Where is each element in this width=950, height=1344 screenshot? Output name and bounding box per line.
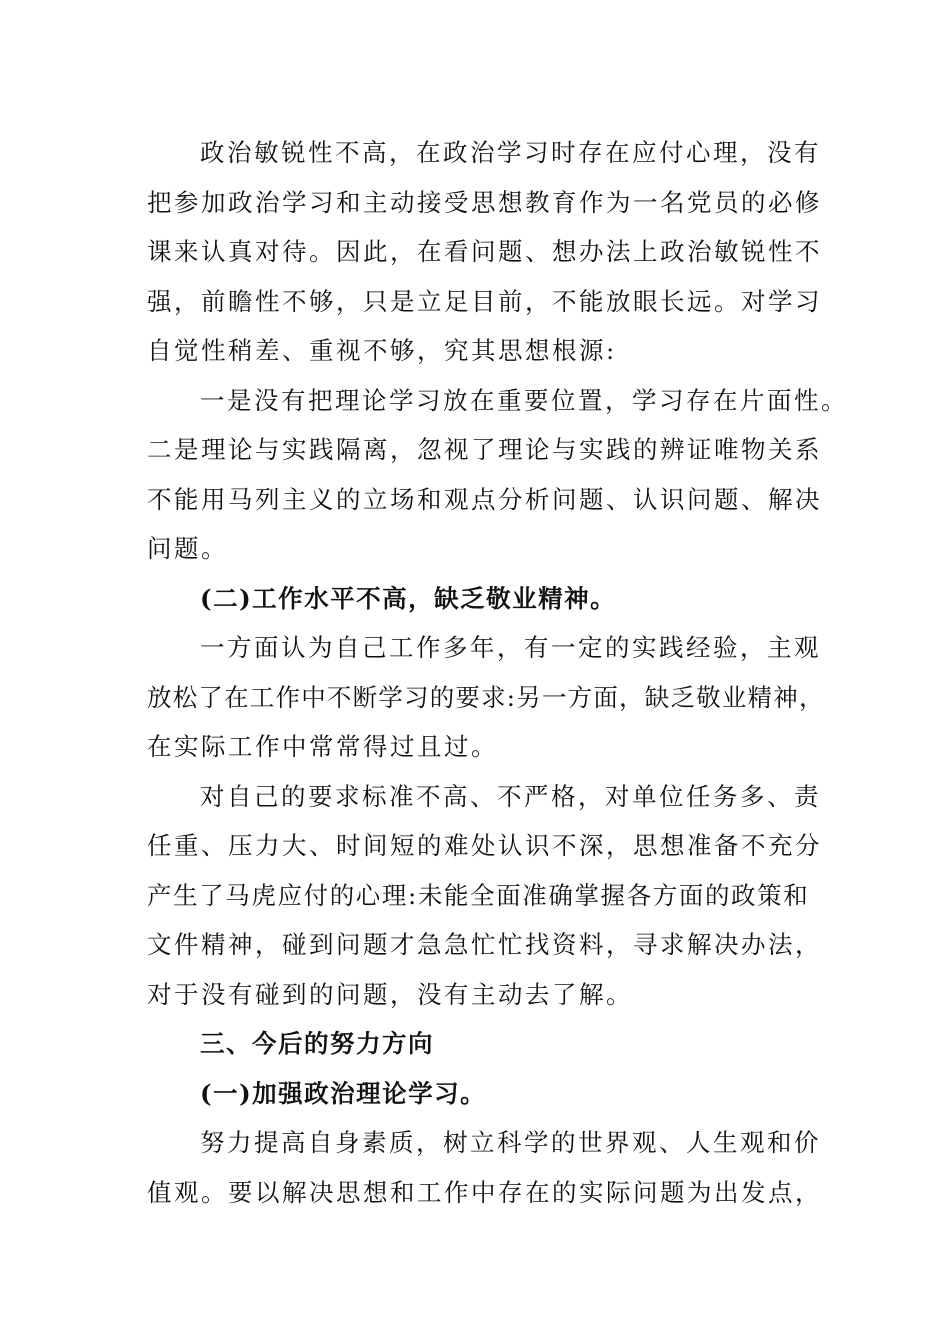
text-line: 一是没有把理论学习放在重要位置，学习存在片面性。 — [200, 385, 848, 415]
section-heading-future-direction — [147, 1019, 807, 1069]
text-line: 放松了在工作中不断学习的要求:另一方面，缺乏敬业精神， — [147, 682, 825, 712]
heading-text: 三、今后的努力方向 — [200, 1029, 434, 1058]
text-line: 课来认真对待。因此，在看问题、想办法上政治敏锐性不 — [147, 237, 822, 266]
text-line: 对自己的要求标准不高、不严格，对单位任务多、责 — [200, 781, 821, 811]
text-line: 努力提高自身素质，树立科学的世界观、人生观和价 — [200, 1128, 821, 1157]
document-body — [147, 128, 848, 1217]
paragraph-improve-quality — [147, 1118, 822, 1217]
text-line: 文件精神，碰到问题才急急忙忙找资料，寻求解决办法， — [147, 930, 822, 959]
text-line: 值观。要以解决思想和工作中存在的实际问题为出发点， — [147, 1177, 822, 1207]
paragraph-work-experience — [147, 623, 825, 772]
text-line: 一方面认为自己工作多年，有一定的实践经验，主观 — [200, 633, 821, 662]
text-line: 不能用马列主义的立场和观点分析问题、认识问题、解决 — [147, 484, 822, 514]
text-line: 自觉性稍差、重视不够，究其思想根源: — [147, 336, 617, 365]
text-line: 在实际工作中常常得过且过。 — [147, 732, 498, 761]
text-line: 政治敏锐性不高，在政治学习时存在应付心理，没有 — [200, 138, 821, 167]
heading-text: (二)工作水平不高，缺乏敬业精神。 — [200, 583, 617, 613]
heading-text: (一)加强政治理论学习。 — [200, 1078, 487, 1108]
paragraph-root-causes — [147, 376, 848, 574]
section-heading-theory-study — [147, 1069, 807, 1119]
paragraph-standards — [147, 772, 822, 1020]
paragraph-political-sensitivity — [147, 128, 822, 376]
text-line: 对于没有碰到的问题，没有主动去了解。 — [147, 979, 633, 1009]
text-line: 任重、压力大、时间短的难处认识不深，思想准备不充分 — [147, 831, 822, 860]
text-line: 产生了马虎应付的心理:未能全面准确掌握各方面的政策和 — [147, 880, 810, 910]
text-line: 二是理论与实践隔离，忽视了理论与实践的辨证唯物关系 — [147, 435, 822, 464]
section-heading-work-level — [147, 574, 807, 624]
text-line: 把参加政治学习和主动接受思想教育作为一名党员的必修 — [147, 187, 822, 217]
text-line: 强，前瞻性不够，只是立足目前，不能放眼长远。对学习 — [147, 286, 822, 316]
text-line: 问题。 — [147, 534, 228, 563]
